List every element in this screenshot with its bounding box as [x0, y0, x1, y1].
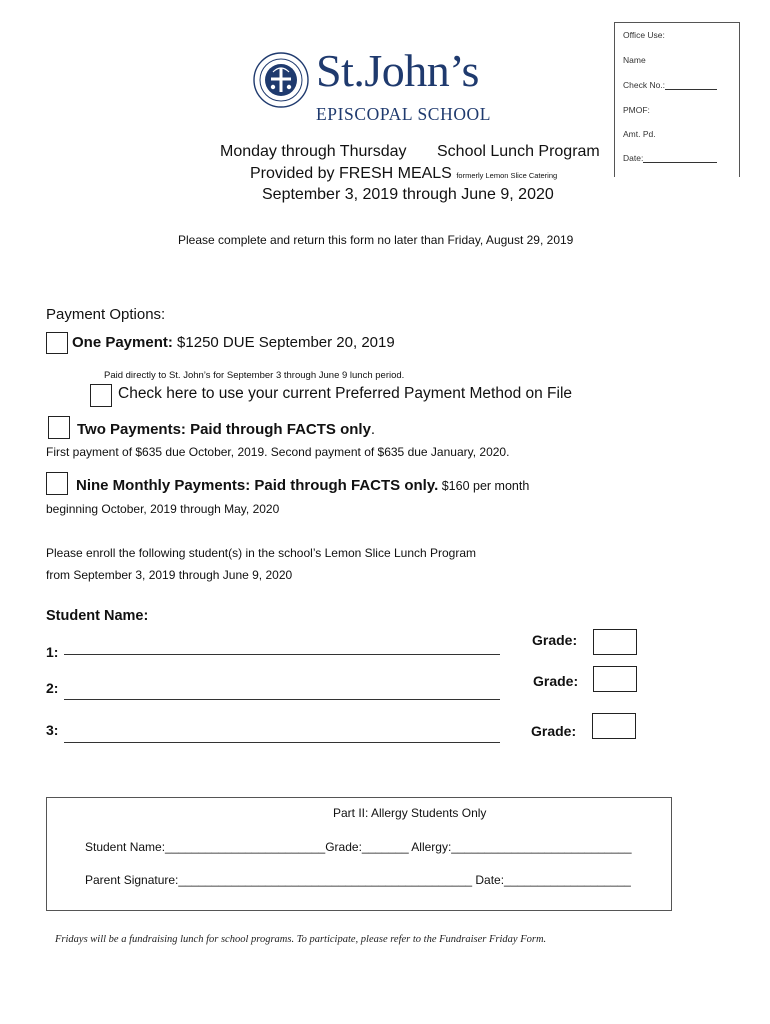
school-name-logo: St.John’s [316, 45, 479, 96]
deadline-text: Please complete and return this form no later than Friday, August 29, 2019 [178, 233, 574, 247]
one-payment-checkbox[interactable] [46, 332, 68, 354]
student-3-grade-label: Grade: [531, 723, 577, 739]
student-3-number: 3: [46, 722, 59, 738]
nine-payments-amount: $160 per month [438, 479, 530, 493]
student-2-grade-label: Grade: [533, 673, 579, 689]
preferred-method-checkbox[interactable] [90, 384, 112, 407]
office-use-box [614, 22, 740, 177]
two-payments-label: Two Payments: Paid through FACTS only [77, 421, 371, 438]
two-payments-checkbox[interactable] [48, 416, 70, 439]
one-payment-detail: $1250 DUE September 20, 2019 [172, 334, 395, 351]
office-pmof-label: PMOF: [623, 105, 650, 115]
office-use-title: Office Use: [623, 30, 665, 40]
office-date-label: Date: [623, 153, 644, 163]
footer-note: Fridays will be a fundraising lunch for school programs. To participate, please refer to the Fundraiser Friday Form. [55, 934, 547, 945]
office-date [623, 153, 717, 163]
allergy-parent-signature-line[interactable]: Parent Signature:____________________________________________ Date:___________________ [85, 873, 631, 887]
office-check-no-label: Check No.: [623, 80, 666, 90]
nine-payments-label: Nine Monthly Payments: Paid through FACTS only. [76, 477, 439, 494]
enroll-line-1: Please enroll the following student(s) in the school’s Lemon Slice Lunch Program [46, 546, 477, 560]
allergy-section-box [46, 797, 672, 911]
nine-payments-line [76, 477, 529, 494]
student-3-name-field[interactable] [64, 728, 500, 743]
nine-payments-detail: beginning October, 2019 through May, 2020 [46, 502, 280, 516]
student-1-grade-label: Grade: [532, 632, 578, 648]
student-2-number: 2: [46, 680, 59, 696]
header-program: School Lunch Program [437, 143, 600, 160]
allergy-title: Part II: Allergy Students Only [333, 806, 487, 820]
header-provided-by: Provided by FRESH MEALS [250, 165, 452, 182]
student-1-grade-box[interactable] [593, 629, 637, 655]
school-subtitle-logo: EPISCOPAL SCHOOL [316, 104, 492, 124]
student-1-name-field[interactable] [64, 640, 500, 655]
student-name-heading: Student Name: [46, 608, 149, 624]
preferred-method-label: Check here to use your current Preferred Payment Method on File [118, 385, 573, 402]
office-check-no [623, 80, 717, 90]
two-payments-period: . [370, 421, 376, 438]
header-dates: September 3, 2019 through June 9, 2020 [262, 186, 554, 203]
one-payment-line [72, 334, 395, 351]
office-amt-label: Amt. Pd. [623, 129, 656, 139]
student-1-number: 1: [46, 644, 59, 660]
header-formerly: formerly Lemon Slice Catering [456, 171, 558, 180]
two-payments-detail: First payment of $635 due October, 2019. Second payment of $635 due January, 2020. [46, 445, 510, 459]
two-payments-line [77, 421, 375, 438]
office-date-line [643, 153, 717, 163]
header-days: Monday through Thursday [220, 143, 407, 160]
one-payment-note: Paid directly to St. John’s for September 3 through June 9 lunch period. [104, 370, 405, 381]
payment-heading: Payment Options: [46, 306, 166, 323]
office-name-label: Name [623, 55, 646, 65]
enroll-line-2: from September 3, 2019 through June 9, 2020 [46, 568, 293, 582]
student-3-grade-box[interactable] [592, 713, 636, 739]
allergy-student-line[interactable]: Student Name:________________________Grade:_______ Allergy:___________________________ [85, 840, 632, 854]
header-provided [250, 165, 557, 183]
nine-payments-checkbox[interactable] [46, 472, 68, 495]
student-2-grade-box[interactable] [593, 666, 637, 692]
one-payment-label: One Payment: [72, 334, 173, 351]
office-check-no-line [665, 80, 717, 90]
student-2-name-field[interactable] [64, 685, 500, 700]
school-seal-logo [253, 52, 309, 108]
